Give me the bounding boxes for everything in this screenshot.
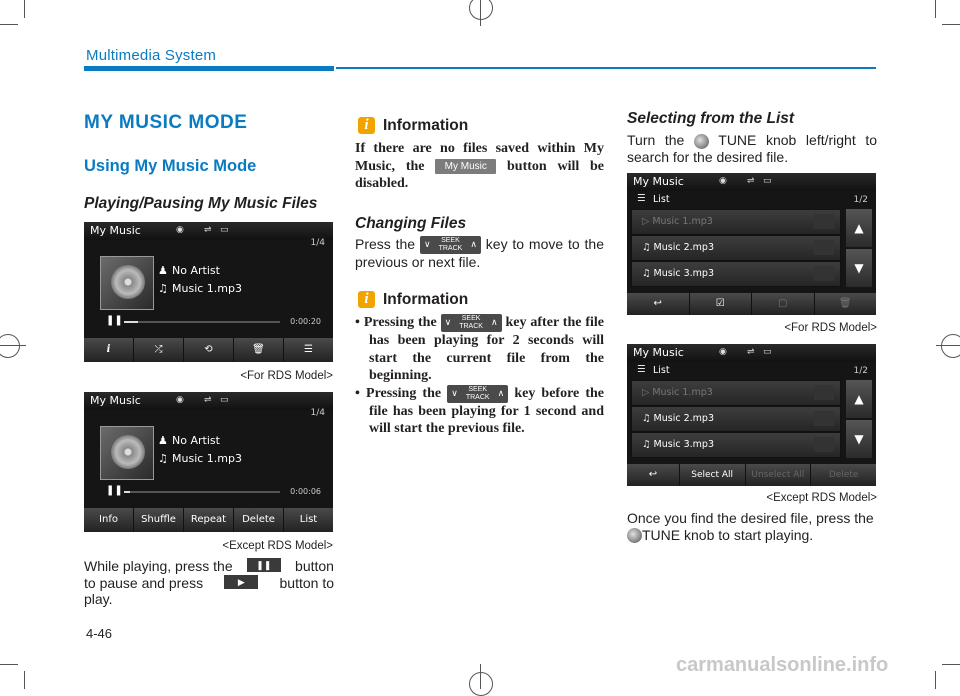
text: to pause and press bbox=[84, 574, 204, 591]
battery-icon: ▭ bbox=[220, 395, 229, 405]
progress-bar[interactable] bbox=[124, 321, 280, 323]
track-count: 1/4 bbox=[310, 408, 325, 418]
text: play. bbox=[84, 591, 113, 607]
seek-track-key-icon: ∨ SEEK TRACK ∧ bbox=[441, 314, 502, 332]
caption-except-rds: <Except RDS Model> bbox=[766, 492, 877, 504]
list-control-bar bbox=[627, 464, 876, 486]
scroll-up-button[interactable]: ▲ bbox=[846, 380, 872, 418]
list-label: List bbox=[653, 194, 670, 205]
crop-mark bbox=[24, 671, 25, 689]
song-name: Music 1.mp3 bbox=[172, 452, 242, 465]
list-icon[interactable]: ☰ bbox=[304, 344, 313, 355]
list-item[interactable]: ♫ Music 2.mp3 bbox=[631, 406, 841, 432]
my-music-screen-rds bbox=[84, 222, 333, 362]
list-item[interactable]: ▷ Music 1.mp3 bbox=[631, 380, 841, 406]
text: TUNE knob left/right to search for the desired file. bbox=[627, 132, 877, 165]
artist-name: No Artist bbox=[172, 264, 220, 277]
screen-title: My Music bbox=[90, 224, 141, 237]
tune-knob-icon bbox=[694, 134, 709, 149]
list-item[interactable]: ♫ Music 2.mp3 bbox=[631, 235, 841, 261]
usb-icon: ⇌ bbox=[747, 176, 755, 186]
text: Pressing the bbox=[366, 385, 442, 401]
artist-icon: ♟ bbox=[158, 264, 168, 277]
delete-button[interactable]: Delete bbox=[828, 470, 859, 480]
usb-icon: ⇌ bbox=[204, 395, 212, 405]
list-button[interactable]: List bbox=[299, 514, 318, 525]
repeat-icon[interactable]: ⟲ bbox=[184, 338, 234, 362]
info-paragraph bbox=[355, 140, 604, 193]
disc-icon: ◉ bbox=[719, 347, 727, 357]
tune-knob-icon bbox=[627, 528, 642, 543]
back-icon[interactable]: ↩ bbox=[627, 464, 680, 486]
section-title: Multimedia System bbox=[86, 47, 217, 64]
text: TUNE knob to start playing. bbox=[642, 526, 814, 543]
select-all-button[interactable]: Select All bbox=[680, 464, 746, 486]
crop-mark bbox=[936, 345, 960, 346]
unselect-all-icon[interactable]: ▢ bbox=[752, 293, 815, 315]
list-item[interactable]: ▷ Music 1.mp3 bbox=[631, 209, 841, 235]
play-button-icon: ▶ bbox=[224, 575, 258, 589]
scroll-down-button[interactable]: ▼ bbox=[846, 249, 872, 287]
disc-icon: ◉ bbox=[719, 176, 727, 186]
control-bar bbox=[84, 338, 333, 362]
my-music-button-icon: My Music bbox=[435, 159, 496, 174]
list-label: List bbox=[653, 365, 670, 376]
info-button[interactable]: Info bbox=[84, 508, 134, 532]
disc-icon: ◉ bbox=[176, 395, 184, 405]
text: key after the file has been playing for 2 seconds will start the current file from the beginning. bbox=[369, 315, 605, 383]
elapsed-time: 0:00:06 bbox=[290, 487, 321, 496]
disc-icon: ◉ bbox=[176, 225, 184, 235]
registration-mark bbox=[469, 672, 493, 696]
info-icon[interactable]: i bbox=[84, 338, 134, 362]
usb-icon: ⇌ bbox=[747, 347, 755, 357]
list-screen-rds bbox=[627, 173, 876, 315]
subheading: Playing/Pausing My Music Files bbox=[84, 195, 318, 212]
crop-mark bbox=[935, 0, 936, 18]
text: Once you find the desired file, press the bbox=[627, 510, 874, 526]
caption-except-rds: <Except RDS Model> bbox=[222, 540, 333, 552]
text: Press the bbox=[355, 236, 416, 252]
song-name: Music 1.mp3 bbox=[172, 282, 242, 295]
text: Pressing the bbox=[363, 315, 437, 331]
my-music-screen-except-rds bbox=[84, 392, 333, 532]
text: While playing, press the bbox=[84, 558, 233, 574]
screen-title: My Music bbox=[633, 175, 684, 188]
note-icon: ♫ bbox=[158, 452, 168, 465]
note-icon: ♫ bbox=[158, 282, 168, 295]
repeat-button[interactable]: Repeat bbox=[184, 508, 234, 532]
registration-mark bbox=[941, 334, 960, 358]
battery-icon: ▭ bbox=[220, 225, 229, 235]
text: If there are no files saved within My Music, the bbox=[355, 141, 604, 174]
album-art bbox=[100, 426, 154, 480]
pause-icon[interactable]: ❚❚ bbox=[106, 485, 123, 496]
crop-mark bbox=[935, 671, 936, 689]
header-rule bbox=[336, 67, 876, 69]
text: button to bbox=[279, 574, 334, 591]
section-heading: Using My Music Mode bbox=[84, 157, 257, 175]
progress-bar[interactable] bbox=[124, 491, 280, 493]
usb-icon: ⇌ bbox=[204, 225, 212, 235]
text: key to move to the previous or next file. bbox=[355, 236, 604, 271]
text: button bbox=[295, 558, 334, 574]
list-icon: ☰ bbox=[637, 193, 646, 204]
text: Turn the bbox=[627, 132, 685, 148]
crop-mark bbox=[942, 24, 960, 25]
play-pause-paragraph bbox=[84, 558, 334, 608]
album-art bbox=[100, 256, 154, 310]
crop-mark bbox=[480, 0, 481, 26]
artist-name: No Artist bbox=[172, 434, 220, 447]
seek-track-key-icon: ∨ SEEK TRACK ∧ bbox=[447, 385, 508, 403]
changing-paragraph bbox=[355, 236, 604, 271]
delete-icon[interactable]: 🗑 bbox=[234, 338, 284, 362]
seek-track-key-icon: ∨ SEEK TRACK ∧ bbox=[420, 236, 481, 254]
info-heading: Information bbox=[383, 291, 469, 308]
chapter-title: MY MUSIC MODE bbox=[84, 112, 248, 133]
text: button will be disabled. bbox=[355, 158, 605, 191]
selecting-heading: Selecting from the List bbox=[627, 110, 795, 127]
caption-rds: <For RDS Model> bbox=[240, 370, 333, 382]
selecting-paragraph bbox=[627, 132, 877, 165]
scroll-down-button[interactable]: ▼ bbox=[846, 420, 872, 458]
scroll-up-button[interactable]: ▲ bbox=[846, 209, 872, 247]
control-bar bbox=[84, 508, 333, 532]
list-item[interactable]: ♫ Music 3.mp3 bbox=[631, 261, 841, 287]
watermark: carmanualsonline.info bbox=[676, 654, 889, 676]
shuffle-button[interactable]: Shuffle bbox=[134, 508, 184, 532]
caption-rds: <For RDS Model> bbox=[784, 322, 877, 334]
unselect-all-button[interactable]: Unselect All bbox=[746, 464, 812, 486]
crop-mark bbox=[0, 664, 18, 665]
info-bullets bbox=[355, 314, 604, 438]
screen-title: My Music bbox=[90, 394, 141, 407]
elapsed-time: 0:00:20 bbox=[290, 317, 321, 326]
page-indicator: 1/2 bbox=[853, 366, 868, 376]
page-number: 4-46 bbox=[86, 626, 113, 641]
crop-mark bbox=[480, 664, 481, 689]
crop-mark bbox=[24, 0, 25, 18]
crop-mark bbox=[0, 345, 26, 346]
screen-title: My Music bbox=[633, 346, 684, 359]
text: key before the file has been playing for 1 second and will start the previous file. bbox=[369, 385, 605, 436]
pause-icon[interactable]: ❚❚ bbox=[106, 315, 123, 326]
list-screen-except-rds bbox=[627, 344, 876, 486]
battery-icon: ▭ bbox=[763, 176, 772, 186]
registration-mark bbox=[469, 0, 493, 20]
bullet-item: • Pressing the ∨ SEEK TRACK ∧ key after the file has been playing for 2 seconds will start the current file from the beginning. bbox=[355, 315, 605, 383]
pause-button-icon: ❚❚ bbox=[247, 558, 281, 572]
list-item[interactable]: ♫ Music 3.mp3 bbox=[631, 432, 841, 458]
delete-button[interactable]: Delete bbox=[234, 508, 284, 532]
info-icon: i bbox=[358, 291, 375, 308]
list-icon: ☰ bbox=[637, 364, 646, 375]
changing-files-heading: Changing Files bbox=[355, 215, 467, 232]
delete-icon[interactable]: 🗑 bbox=[838, 298, 852, 309]
info-icon: i bbox=[358, 117, 375, 134]
header-bar bbox=[84, 66, 334, 71]
bullet-item: • Pressing the ∨ SEEK TRACK ∧ key before the file has been playing for 1 second and will start the previous file. bbox=[355, 385, 605, 436]
shuffle-icon[interactable]: ⤮ bbox=[134, 338, 184, 362]
track-count: 1/4 bbox=[310, 238, 325, 248]
select-all-icon[interactable]: ☑ bbox=[690, 293, 753, 315]
list-control-bar bbox=[627, 293, 876, 315]
crop-mark bbox=[942, 664, 960, 665]
battery-icon: ▭ bbox=[763, 347, 772, 357]
final-paragraph bbox=[627, 510, 877, 543]
crop-mark bbox=[0, 24, 18, 25]
registration-mark bbox=[0, 334, 20, 358]
info-heading: Information bbox=[383, 117, 469, 134]
artist-icon: ♟ bbox=[158, 434, 168, 447]
back-icon[interactable]: ↩ bbox=[627, 293, 690, 315]
page-indicator: 1/2 bbox=[853, 195, 868, 205]
